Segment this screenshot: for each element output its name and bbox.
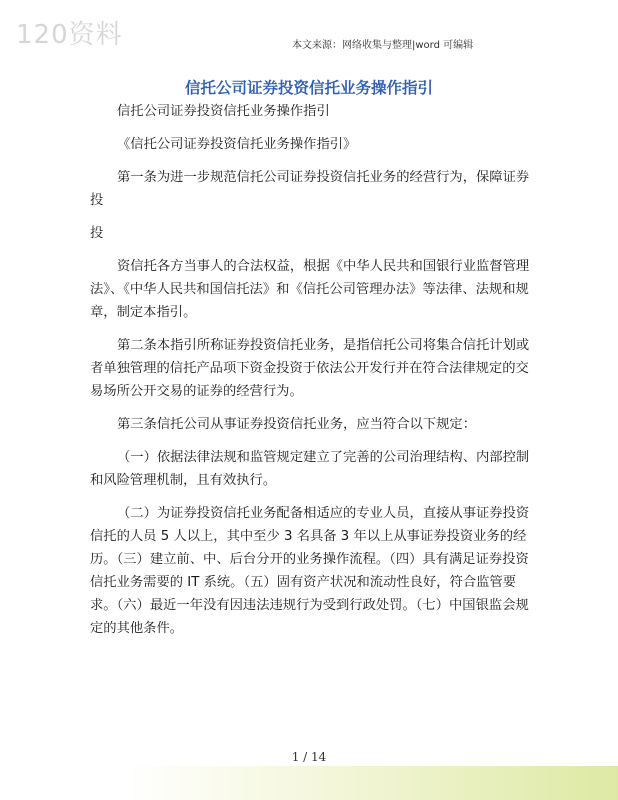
page-number: 1 / 14 <box>291 750 327 764</box>
footer-gradient-bar <box>0 766 618 800</box>
document-body: 信托公司证券投资信托业务操作指引 《信托公司证券投资信托业务操作指引》 第一条为进一步规范信托公司证券投资信托业务的经营行为，保障证券投 投 资信托各方当事人的合法权益，根据《中华人民共和国银行业监督管理法》、《中华人民共和国信托法》和《信托公司管理办法》等法律、法规和规章，制定本指引。 第二条本指引所称证券投资信托业务，是指信托公司将集合信托计划或者单独管理的信托产品项下资金投资于依法公开发行并在符合法律规定的交易场所公开交易的证券的经营行为。 第三条信托公司从事证券投资信托业务，应当符合以下规定： （一）依据法律法规和监管规定建立了完善的公司治理结构、内部控制和风险管理机制，且有效执行。 （二）为证券投资信托业务配备相适应的专业人员，直接从事证券投资信托的人员 5 人以上，其中至少 3 名具备 3 年以上从事证券投资业务的经历。（三）建立前、中、后台分开的业务操作流程。（四）具有满足证券投资信托业务需要的 IT 系统。（五）固有资产状况和流动性良好，符合监管要求。（六）最近一年没有因违法违规行为受到行政处罚。（七）中国银监会规定的其他条件。 <box>90 100 536 640</box>
paragraph-article-1-start: 第一条为进一步规范信托公司证券投资信托业务的经营行为，保障证券投 <box>90 170 530 208</box>
paragraph-subtitle: 信托公司证券投资信托业务操作指引 <box>117 104 330 119</box>
paragraph-item-1: （一）依据法律法规和监管规定建立了完善的公司治理结构、内部控制和风险管理机制，且有效执行。 <box>90 450 530 488</box>
paragraph-article-3: 第三条信托公司从事证券投资信托业务，应当符合以下规定： <box>117 417 477 432</box>
paragraph-article-1-cont: 资信托各方当事人的合法权益，根据《中华人民共和国银行业监督管理法》、《中华人民共和国信托法》和《信托公司管理办法》等法律、法规和规章，制定本指引。 <box>90 259 530 320</box>
paragraph-article-2: 第二条本指引所称证券投资信托业务，是指信托公司将集合信托计划或者单独管理的信托产品项下资金投资于依法公开发行并在符合法律规定的交易场所公开交易的证券的经营行为。 <box>90 338 530 399</box>
paragraph-items-2-7: （二）为证券投资信托业务配备相适应的专业人员，直接从事证券投资信托的人员 5 人以上，其中至少 3 名具备 3 年以上从事证券投资业务的经历。（三）建立前、中、后台分开的业务操作流程。（四）具有满足证券投资信托业务需要的 IT 系统。（五）固有资产状况和流动性良好，符合监管要求。（六）最近一年没有因违法违规行为受到行政处罚。（七）中国银监会规定的其他条件。 <box>90 506 530 636</box>
watermark-text: 120资料 <box>16 20 123 50</box>
paragraph-book-title: 《信托公司证券投资信托业务操作指引》 <box>117 137 357 152</box>
document-title: 信托公司证券投资信托业务操作指引 <box>184 79 433 97</box>
source-note: 本文来源：网络收集与整理|word 可编辑 <box>292 40 474 51</box>
